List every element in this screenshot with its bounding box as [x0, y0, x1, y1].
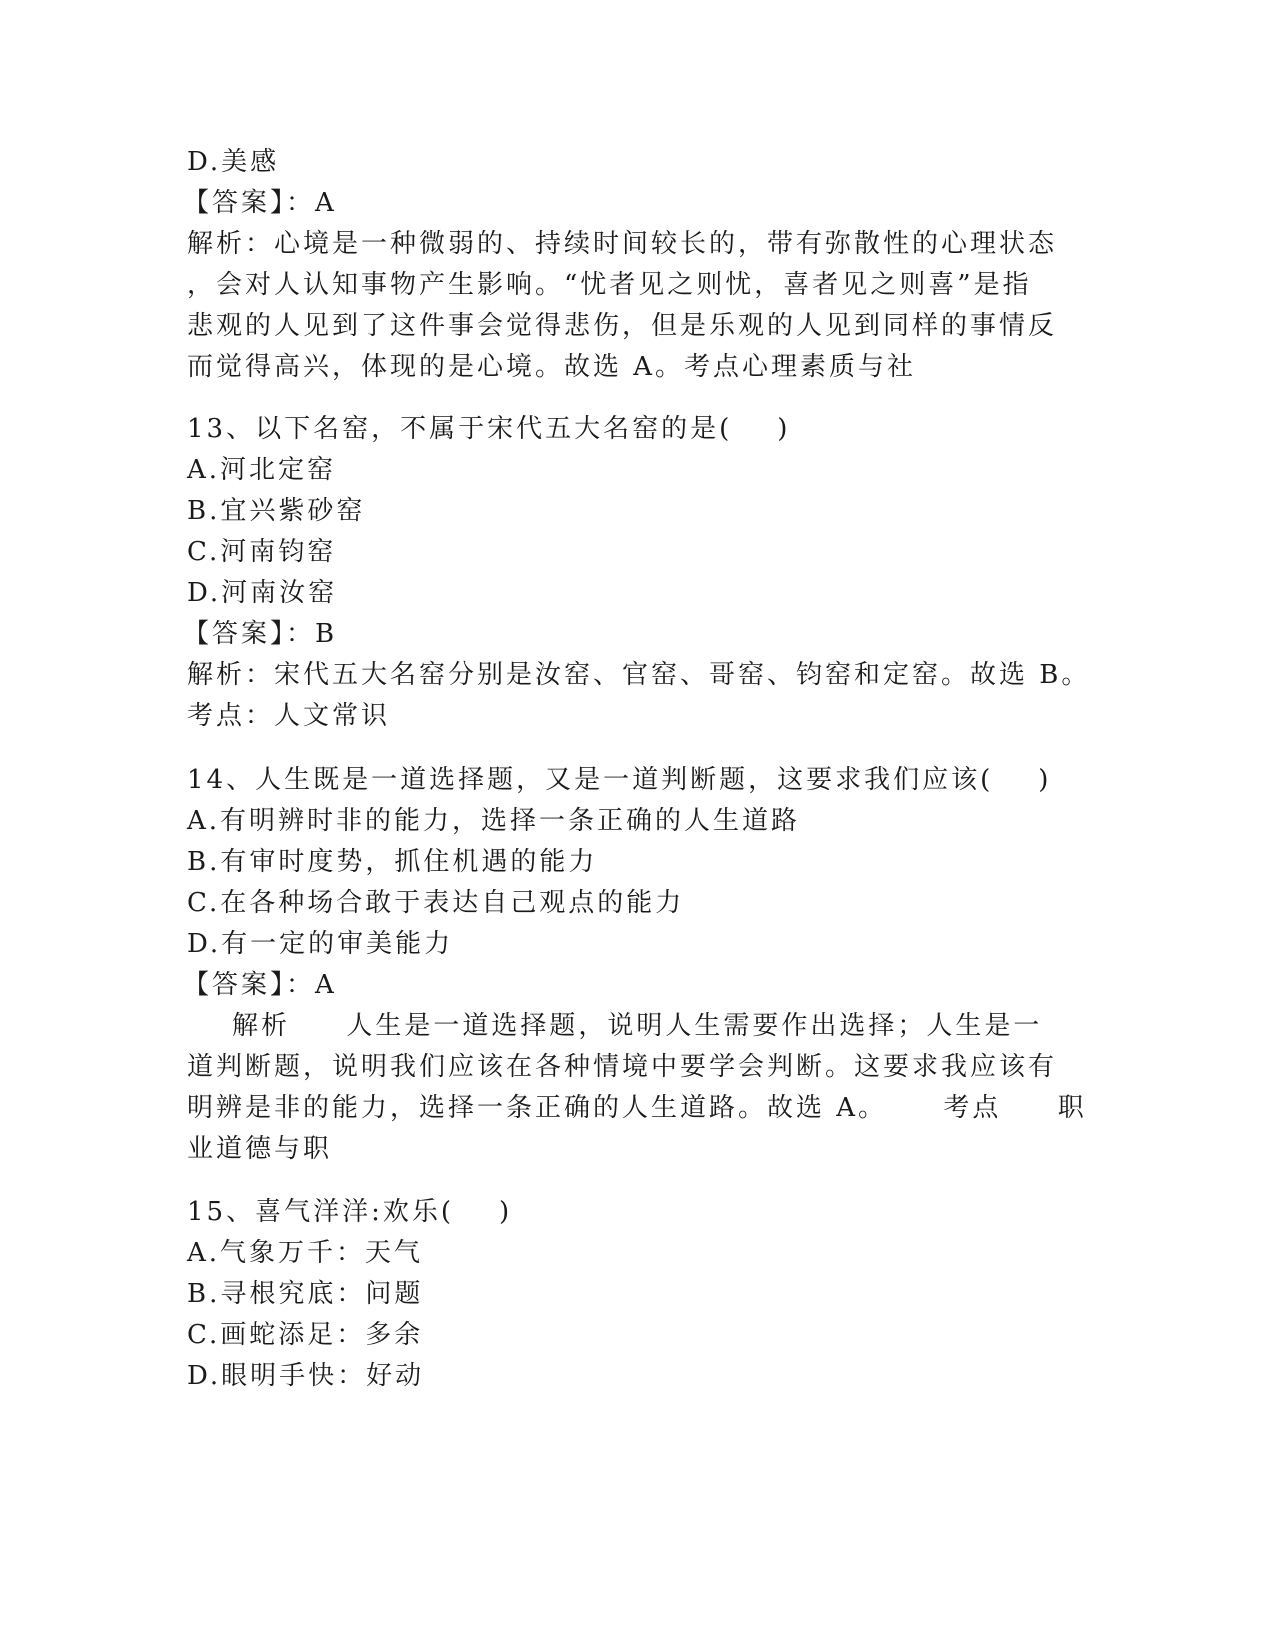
q15-option-d: D.眼明手快：好动 — [187, 1361, 425, 1391]
q14-answer: 【答案】：A — [183, 970, 337, 1000]
prev-answer: 【答案】：A — [183, 188, 337, 218]
prev-explanation-line-1: 解析：心境是一种微弱的、持续时间较长的，带有弥散性的心理状态 — [187, 229, 1058, 259]
q14-option-a: A.有明辨时非的能力，选择一条正确的人生道路 — [187, 806, 801, 836]
q15-option-c: C.画蛇添足：多余 — [187, 1320, 424, 1350]
q14-question: 14、人生既是一道选择题，又是一道判断题，这要求我们应该( ) — [187, 765, 1052, 795]
q13-option-b: B.宜兴紫砂窑 — [187, 496, 366, 526]
q15-question: 15、喜气洋洋:欢乐( ) — [187, 1197, 513, 1227]
q14-option-c: C.在各种场合敢于表达自己观点的能力 — [187, 888, 685, 918]
q14-explanation-line-4: 业道德与职 — [187, 1134, 333, 1164]
q14-explanation-line-3: 明辨是非的能力，选择一条正确的人生道路。故选 A。 考点 职 — [187, 1093, 1087, 1123]
q13-option-c: C.河南钧窑 — [187, 537, 337, 567]
prev-explanation-line-2: ，会对人认知事物产生影响。“忧者见之则忧，喜者见之则喜”是指 — [187, 270, 1032, 300]
q14-explanation-line-2: 道判断题，说明我们应该在各种情境中要学会判断。这要求我应该有 — [187, 1052, 1058, 1082]
q14-explanation-line-1: 解析 人生是一道选择题，说明人生需要作出选择；人生是一 — [187, 1011, 1043, 1041]
q13-question: 13、以下名窑，不属于宋代五大名窑的是( ) — [187, 414, 791, 444]
q14-option-b: B.有审时度势，抓住机遇的能力 — [187, 847, 598, 877]
q13-explanation-line-2: 考点：人文常识 — [187, 701, 391, 731]
q14-option-d: D.有一定的审美能力 — [187, 929, 454, 959]
q13-answer: 【答案】：B — [183, 619, 338, 649]
prev-explanation-line-4: 而觉得高兴，体现的是心境。故选 A。考点心理素质与社 — [187, 352, 917, 382]
q13-option-d: D.河南汝窑 — [187, 578, 338, 608]
prev-option-d: D.美感 — [187, 147, 280, 177]
q13-explanation-line-1: 解析：宋代五大名窑分别是汝窑、官窑、哥窑、钧窑和定窑。故选 B。 — [187, 660, 1091, 690]
q15-option-a: A.气象万千：天气 — [187, 1238, 424, 1268]
q13-option-a: A.河北定窑 — [187, 455, 337, 485]
q15-option-b: B.寻根究底：问题 — [187, 1279, 424, 1309]
prev-explanation-line-3: 悲观的人见到了这件事会觉得悲伤，但是乐观的人见到同样的事情反 — [187, 311, 1058, 341]
